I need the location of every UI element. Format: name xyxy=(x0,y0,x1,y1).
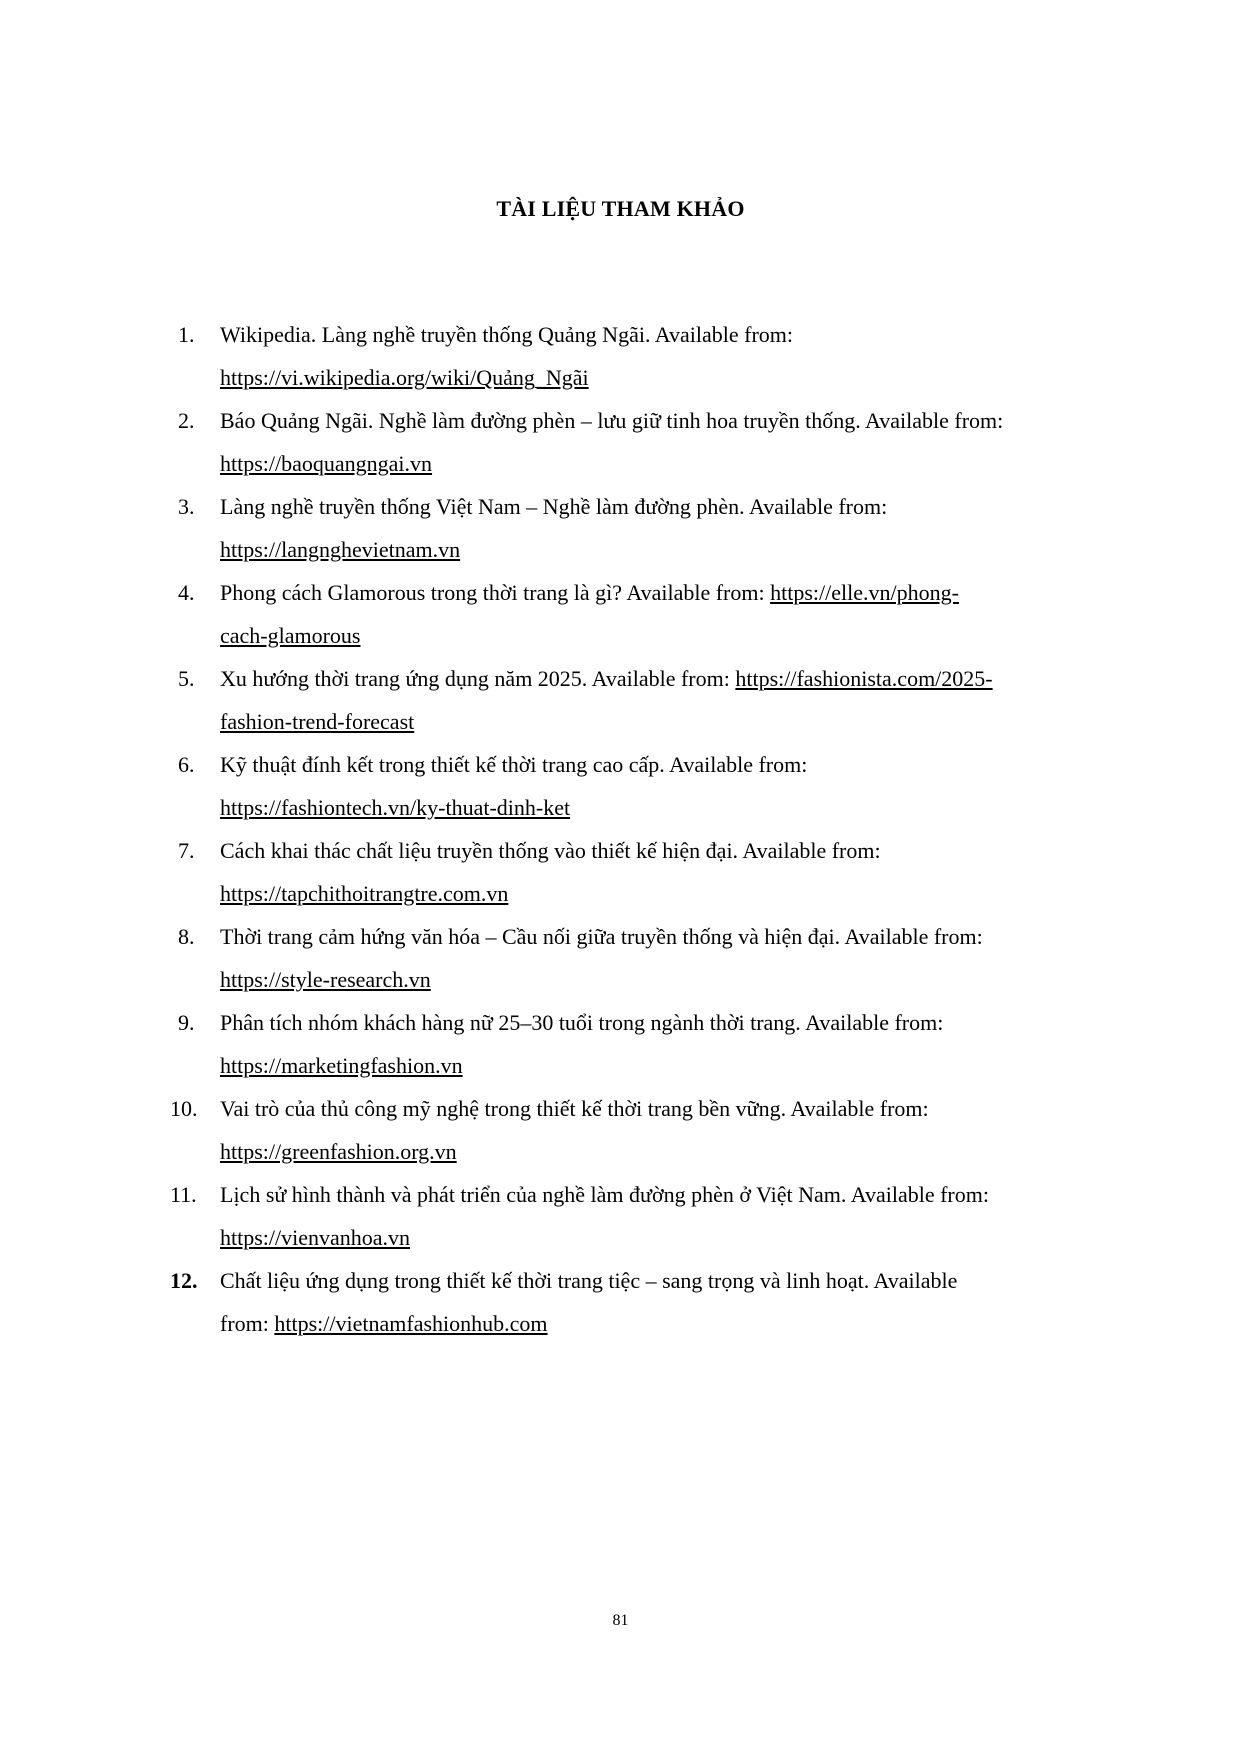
reference-text xyxy=(220,915,1120,1001)
reference-link[interactable]: https://greenfashion.org.vn xyxy=(220,1139,457,1164)
reference-text xyxy=(220,657,1120,743)
reference-number: 12. xyxy=(170,1268,198,1293)
reference-number: 8. xyxy=(178,924,195,949)
reference-link[interactable]: https://vietnamfashionhub.com xyxy=(274,1311,548,1336)
reference-title: Phân tích nhóm khách hàng nữ 25–30 tuổi trong ngành thời trang. Available from: xyxy=(220,1010,944,1035)
reference-title: Kỹ thuật đính kết trong thiết kế thời trang cao cấp. Available from: xyxy=(220,752,808,777)
reference-text xyxy=(220,829,1120,915)
list-item xyxy=(0,1173,1241,1259)
list-item xyxy=(0,915,1241,1001)
reference-text xyxy=(220,571,1120,657)
reference-number: 11. xyxy=(170,1182,197,1207)
reference-number: 10. xyxy=(170,1096,198,1121)
reference-title: Phong cách Glamorous trong thời trang là gì? Available from: xyxy=(220,580,771,605)
page-title: TÀI LIỆU THAM KHẢO xyxy=(496,196,745,221)
reference-title: Vai trò của thủ công mỹ nghệ trong thiết kế thời trang bền vững. Available from: xyxy=(220,1096,929,1121)
reference-prefix: from: xyxy=(220,1311,275,1336)
reference-link-part1[interactable]: https://fashionista.com/2025- xyxy=(735,666,993,691)
list-item xyxy=(0,1087,1241,1173)
reference-link[interactable]: https://tapchithoitrangtre.com.vn xyxy=(220,881,509,906)
reference-number: 3. xyxy=(178,494,195,519)
reference-list xyxy=(0,313,1241,1345)
reference-number: 1. xyxy=(178,322,195,347)
list-item xyxy=(0,1259,1241,1345)
reference-number: 9. xyxy=(178,1010,195,1035)
reference-text xyxy=(220,485,1120,571)
reference-title: Báo Quảng Ngãi. Nghề làm đường phèn – lưu giữ tinh hoa truyền thống. Available from: xyxy=(220,408,1004,433)
reference-text xyxy=(220,1001,1120,1087)
reference-text xyxy=(220,1173,1120,1259)
reference-title: Cách khai thác chất liệu truyền thống vào thiết kế hiện đại. Available from: xyxy=(220,838,881,863)
reference-number: 7. xyxy=(178,838,195,863)
reference-title: Wikipedia. Làng nghề truyền thống Quảng Ngãi. Available from: xyxy=(220,322,793,347)
list-item xyxy=(0,485,1241,571)
page-number: 81 xyxy=(612,1612,629,1629)
reference-title: Thời trang cảm hứng văn hóa – Cầu nối giữa truyền thống và hiện đại. Available from: xyxy=(220,924,983,949)
list-item xyxy=(0,313,1241,399)
reference-link[interactable]: https://fashiontech.vn/ky-thuat-dinh-ket xyxy=(220,795,571,820)
reference-text xyxy=(220,1087,1120,1173)
reference-title: Lịch sử hình thành và phát triển của nghề làm đường phèn ở Việt Nam. Available from: xyxy=(220,1182,989,1207)
reference-text xyxy=(220,399,1120,485)
list-item xyxy=(0,399,1241,485)
reference-link[interactable]: https://style-research.vn xyxy=(220,967,431,992)
list-item xyxy=(0,657,1241,743)
list-item xyxy=(0,829,1241,915)
reference-title: Chất liệu ứng dụng trong thiết kế thời trang tiệc – sang trọng và linh hoạt. Available xyxy=(220,1268,958,1293)
reference-title: Làng nghề truyền thống Việt Nam – Nghề làm đường phèn. Available from: xyxy=(220,494,888,519)
reference-number: 4. xyxy=(178,580,195,605)
reference-number: 6. xyxy=(178,752,195,777)
reference-text xyxy=(220,1259,1120,1345)
reference-link[interactable]: https://baoquangngai.vn xyxy=(220,451,433,476)
reference-number: 2. xyxy=(178,408,195,433)
reference-link[interactable]: https://langnghevietnam.vn xyxy=(220,537,461,562)
reference-link[interactable]: https://vienvanhoa.vn xyxy=(220,1225,411,1250)
reference-text xyxy=(220,313,1120,399)
reference-link-part1[interactable]: https://elle.vn/phong- xyxy=(770,580,959,605)
reference-text xyxy=(220,743,1120,829)
reference-link[interactable]: https://marketingfashion.vn xyxy=(220,1053,463,1078)
reference-link[interactable]: https://vi.wikipedia.org/wiki/Quảng_Ngãi xyxy=(220,365,589,390)
list-item xyxy=(0,571,1241,657)
reference-link[interactable]: fashion-trend-forecast xyxy=(220,709,415,734)
list-item xyxy=(0,743,1241,829)
reference-title: Xu hướng thời trang ứng dụng năm 2025. Available from: xyxy=(220,666,736,691)
reference-number: 5. xyxy=(178,666,195,691)
list-item xyxy=(0,1001,1241,1087)
reference-link[interactable]: cach-glamorous xyxy=(220,623,361,648)
